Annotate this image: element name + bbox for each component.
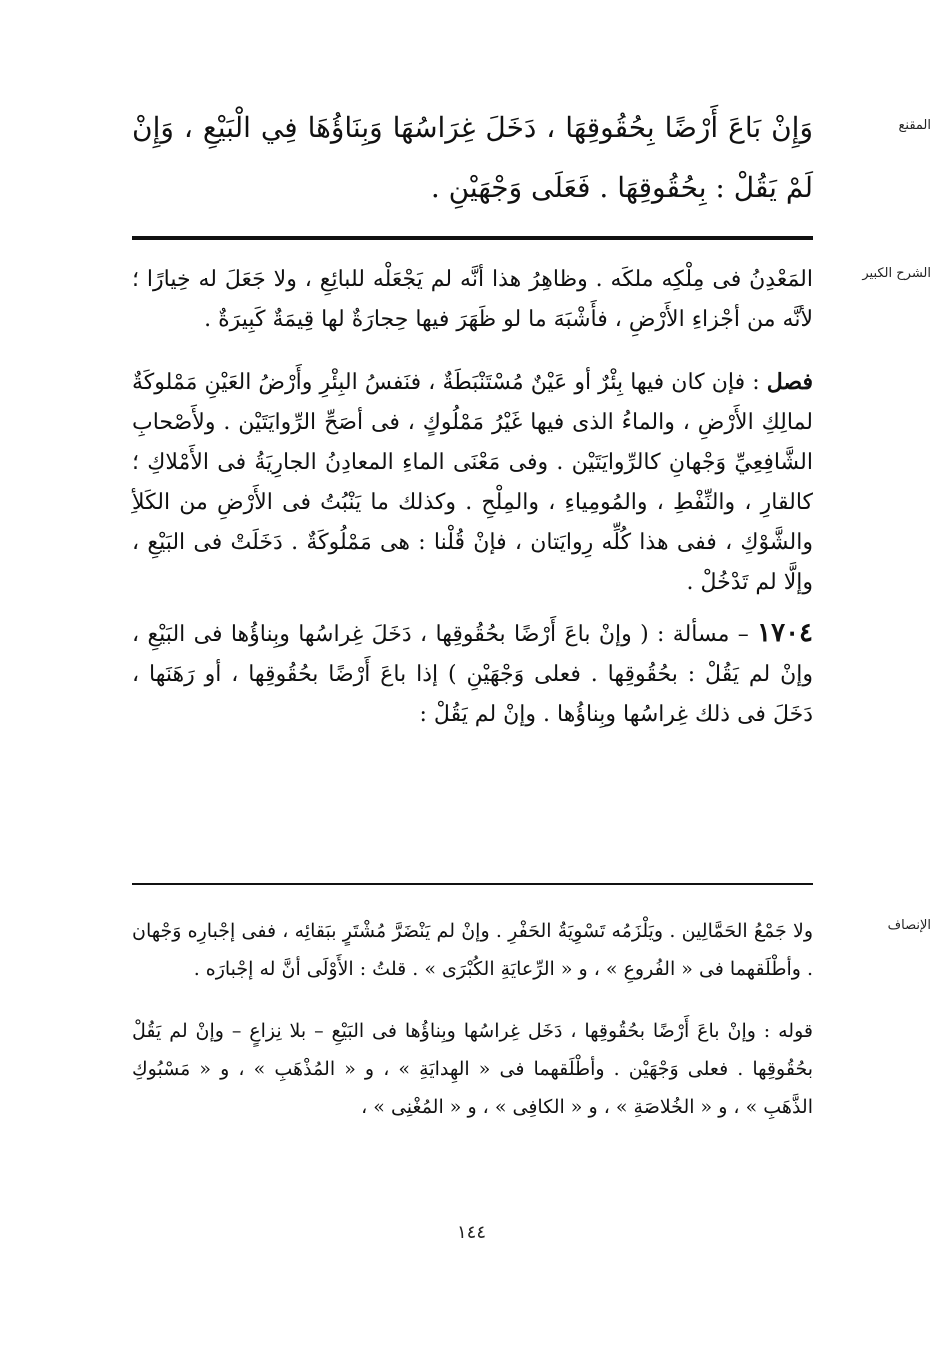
thin-divider [132, 883, 813, 885]
muqni-paragraph: وَإِنْ بَاعَ أَرْضًا بِحُقُوقِهَا ، دَخَلَ غِرَاسُهَا وَبِنَاؤُهَا فِي الْبَيْعِ ، وَإِنْ لَمْ يَقُلْ : بِحُقُوقِهَا . فَعَلَى وَجْهَيْنِ . [132, 111, 813, 204]
insaf-text [132, 912, 813, 1126]
thick-divider [132, 236, 813, 240]
sharh-label: الشرح الكبير [862, 266, 931, 281]
insaf-paragraph-2: قوله : وإنْ باعَ أَرْضًا بحُقُوقِها ، دَخَل غِراسُها وبِناؤُها فى البَيْعِ – بلا نِزاعٍ – وإنْ لم يَقُلْ بحُقُوقِها . فعلى وَجْهَيْن . وأطْلَقهما فى « الهِدايَةِ » ، و « المُذْهَبِ » ، و « مَسْبُوكِ الذَّهَبِ » ، و « الخُلاصَةِ » ، و « الكافِى » ، و « المُغْنِى » ، [132, 1020, 813, 1118]
muqni-label: المقنع [898, 118, 931, 133]
page-number: ١٤٤ [456, 1222, 486, 1243]
insaf-label: الإنصاف [887, 918, 931, 933]
masala-number: ١٧٠٤ [757, 618, 814, 648]
muqni-text [132, 98, 813, 218]
sharh-paragraph-3-text: – مسألة : ( وإنْ باعَ أَرْضًا بحُقُوقِها ، دَخَلَ غِراسُها وبِناؤُها فى البَيْعِ ، وإنْ لم يَقُلْ : بحُقُوقِها . فعلى وَجْهَيْنِ ) إذا باعَ أَرْضًا بحُقُوقِها ، أو رَهَنَها ، دَخَلَ فى ذلك غِراسُها وبِناؤُها . وإنْ لم يَقُلْ : [132, 622, 813, 727]
sharh-paragraph-3 [132, 613, 813, 735]
insaf-paragraph-1: ولا جَمْعُ الحَمَّالِين . ويَلْزَمُه تَسْوِيَةُ الحَفْرِ . وإنْ لم يَنْضَرَّ مُشْتَرٍ ببَقائِه ، ففى إجْبارِه وَجْهان . وأطْلَقهما فى « الفُروعِ » ، و « الرِّعايَةِ الكُبْرَى » . قلتُ : الأَوْلَى أنَّ له إجْبارَه . [132, 920, 813, 980]
sharh-paragraph-1: المَعْدِنُ فى مِلْكِه ملكَه . وظاهِرُ هذا أنَّه لم يَجْعَلْه للبائِعِ ، ولا جَعَلَ له خِيارًا ؛ لأنَّه من أجْزاءِ الأَرْضِ ، فأَشْبَهَ ما لو ظَهَرَ فيها حِجارَةٌ لها قِيمَةٌ كَبِيرَةٌ . [132, 267, 813, 332]
sharh-paragraph-2-text: : فإن كان فيها بِئْرٌ أو عَيْنٌ مُسْتَنْبَطَةٌ ، فنَفسُ البِئْرِ وأَرْضُ العَيْنِ مَمْلوكَةٌ لمالِكِ الأَرْضِ ، والماءُ الذى فيها غَيْرُ مَمْلُوكٍ ، فى أصَحِّ الرِّوايَتَيْن . ولأَصْحابِ الشَّافِعِيِّ وَجْهانِ كالرِّوايَتَيْن . وفى مَعْنَى الماءِ المعادِنُ الجارِيَةُ فى الأَمْلاكِ ؛ كالقارِ ، والنِّفْطِ ، والمُومِياءِ ، والمِلْحِ . وكذلك ما يَنْبُتُ فى الأَرْضِ من الكَلأِ والشَّوْكِ ، ففى هذا كُلِّه رِوايَتان ، فإنْ قُلْنا : هى مَمْلُوكَةٌ . دَخَلَتْ فى البَيْعِ ، وإلَّا لم تَدْخُلْ . [132, 370, 813, 595]
sharh-text [132, 260, 813, 735]
sharh-paragraph-2 [132, 362, 813, 603]
fasl-heading: فصل [766, 369, 813, 395]
